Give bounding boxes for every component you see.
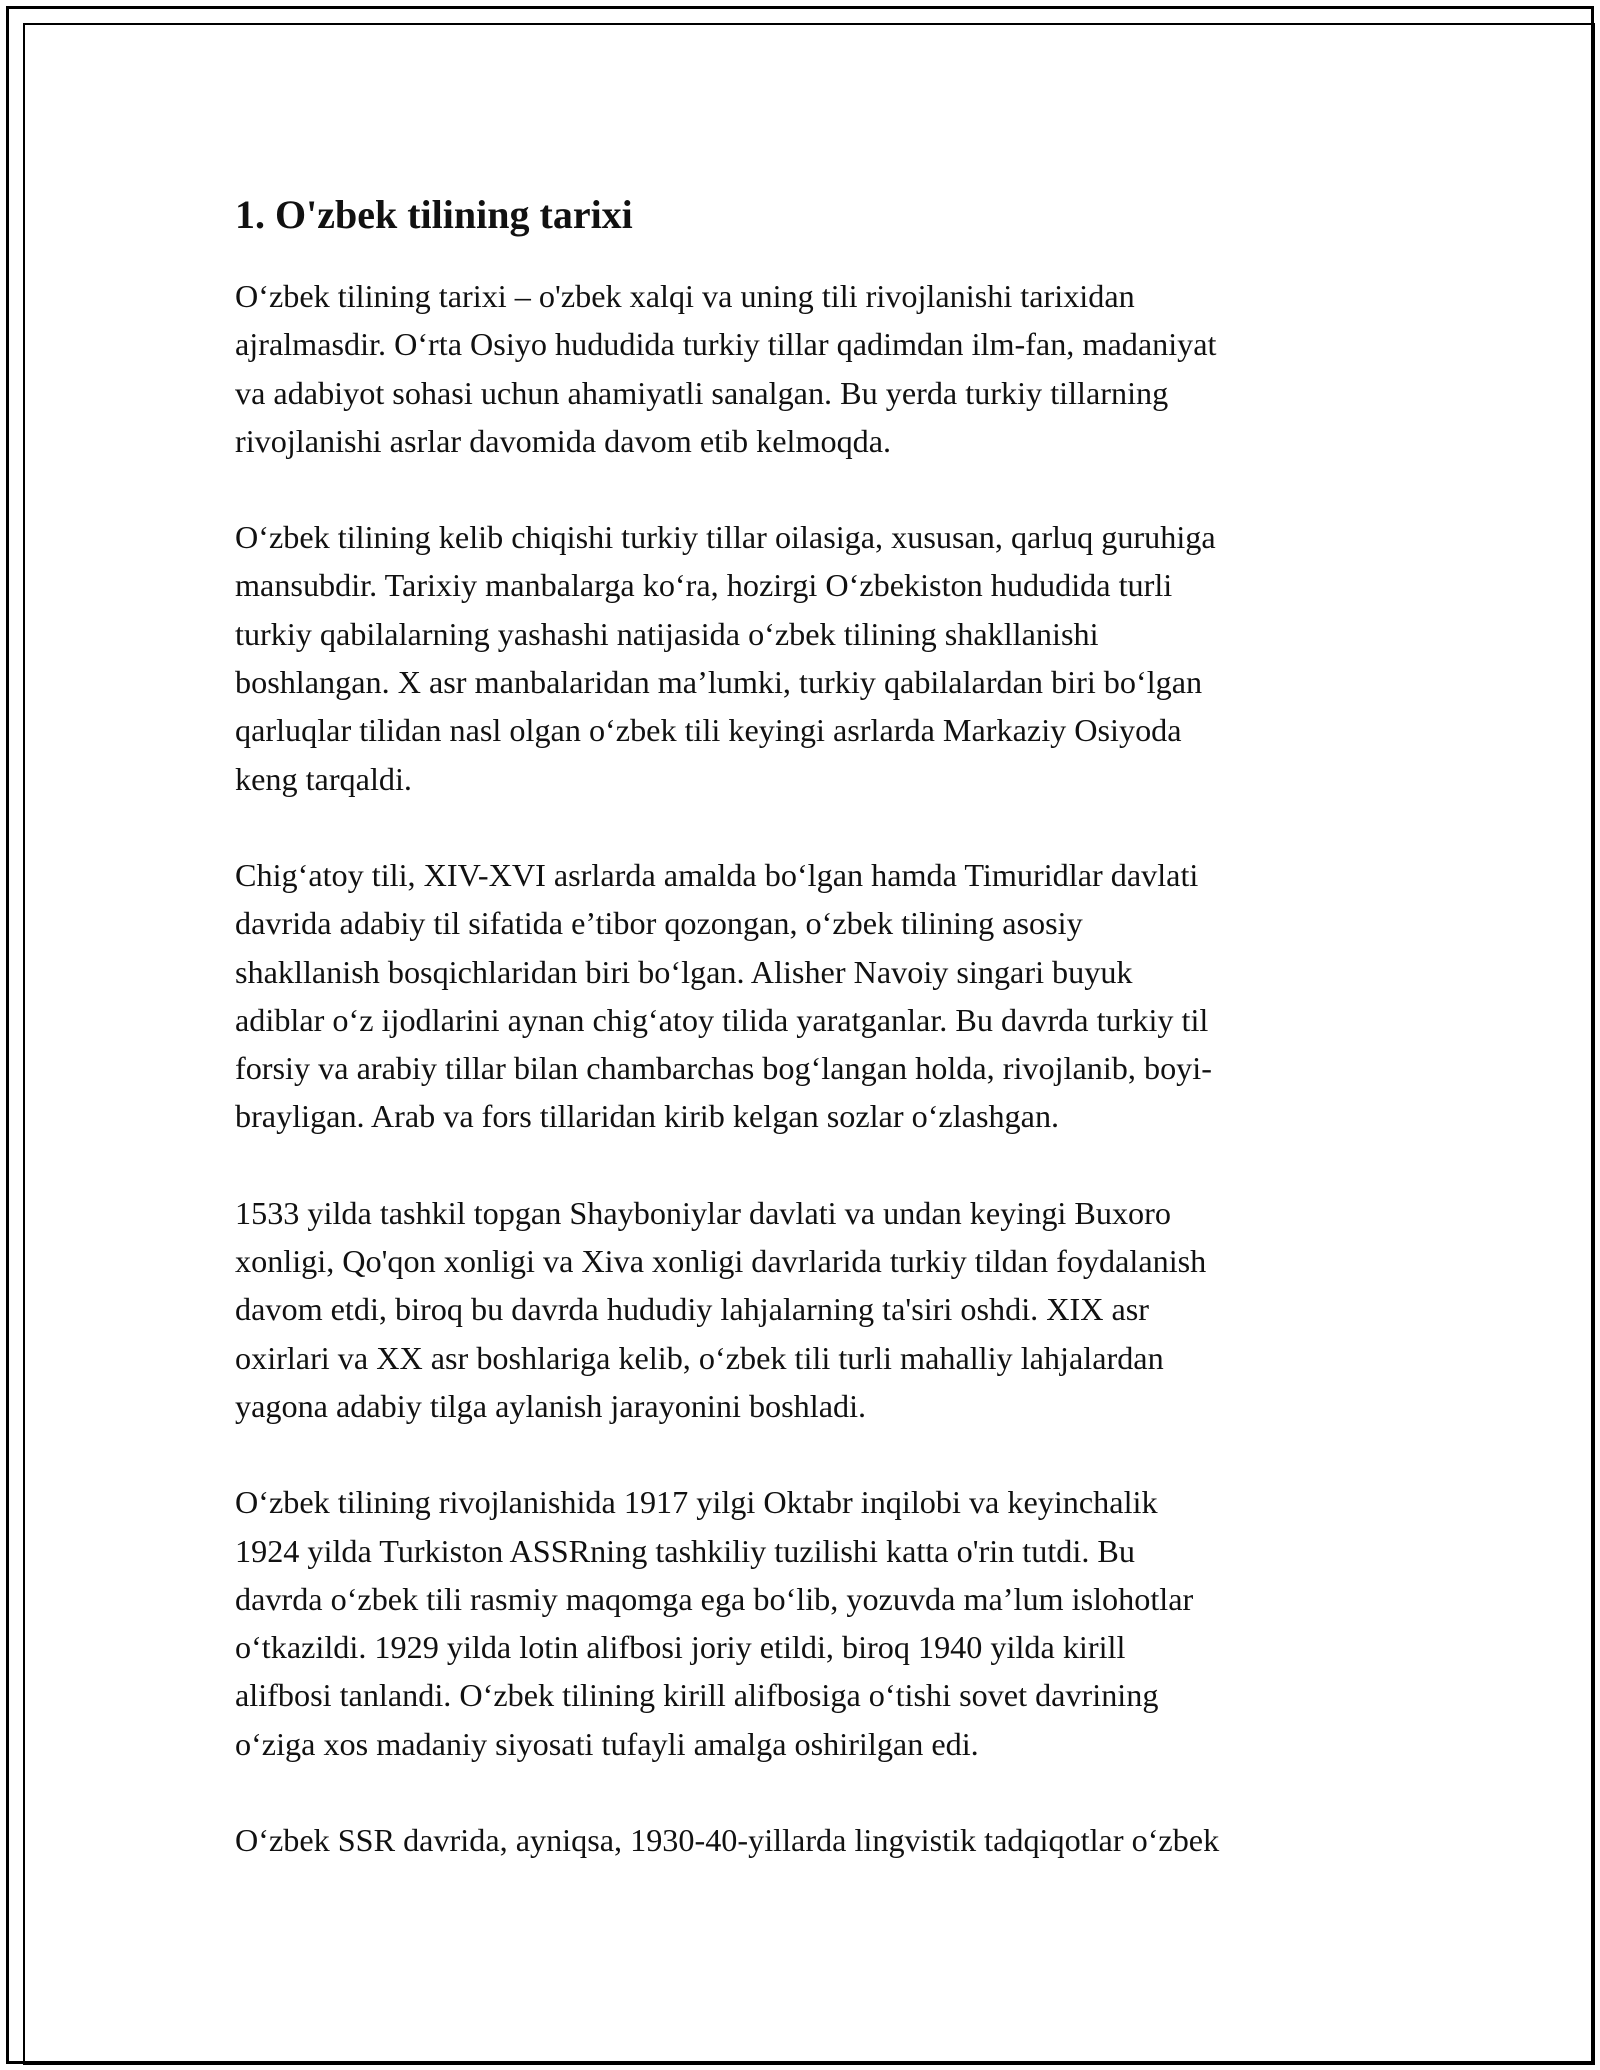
paragraph-line: xonligi, Qo'qon xonligi va Xiva xonligi davrlarida turkiy tildan foydalanish xyxy=(235,1243,1207,1280)
paragraph-line: brayligan. Arab va fors tillaridan kirib kelgan sozlar o‘zlashgan. xyxy=(235,1098,1060,1135)
paragraph-line: rivojlanishi asrlar davomida davom etib kelmoqda. xyxy=(235,422,892,459)
paragraph-line: keng tarqaldi. xyxy=(235,760,412,797)
paragraph xyxy=(235,513,1370,803)
document-body xyxy=(235,188,1370,1912)
paragraph-line: O‘zbek tilining kelib chiqishi turkiy tillar oilasiga, xususan, qarluq guruhiga xyxy=(235,519,1216,556)
paragraph-line: O‘zbek tilining tarixi – o'zbek xalqi va uning tili rivojlanishi tarixidan xyxy=(235,278,1135,314)
paragraph xyxy=(235,1189,1370,1430)
paragraph-list xyxy=(235,272,1370,1864)
paragraph-line: davrda o‘zbek tili rasmiy maqomga ega bo‘lib, yozuvda ma’lum islohotlar xyxy=(235,1580,1194,1617)
paragraph-line: 1924 yilda Turkiston ASSRning tashkiliy tuzilishi katta o'rin tutdi. Bu xyxy=(235,1532,1135,1569)
paragraph-line: qarluqlar tilidan nasl olgan o‘zbek tili keyingi asrlarda Markaziy Osiyoda xyxy=(235,712,1182,749)
paragraph-line: 1533 yilda tashkil topgan Shayboniylar davlati va undan keyingi Buxoro xyxy=(235,1194,1171,1231)
paragraph-line: mansubdir. Tarixiy manbalarga ko‘ra, hozirgi O‘zbekiston hududida turli xyxy=(235,567,1173,604)
paragraph-line: oxirlari va XX asr boshlariga kelib, o‘zbek tili turli mahalliy lahjalardan xyxy=(235,1339,1164,1376)
paragraph-line: boshlangan. X asr manbalaridan ma’lumki, turkiy qabilalardan biri bo‘lgan xyxy=(235,664,1203,701)
paragraph xyxy=(235,851,1370,1141)
paragraph-line: o‘ziga xos madaniy siyosati tufayli amalga oshirilgan edi. xyxy=(235,1725,979,1762)
paragraph-line: Chig‘atoy tili, XIV-XVI asrlarda amalda bo‘lgan hamda Timuridlar davlati xyxy=(235,856,1199,893)
paragraph xyxy=(235,272,1370,465)
paragraph-line: o‘tkazildi. 1929 yilda lotin alifbosi joriy etildi, biroq 1940 yilda kirill xyxy=(235,1629,1126,1666)
paragraph xyxy=(235,1478,1370,1768)
paragraph-line: shakllanish bosqichlaridan biri bo‘lgan. Alisher Navoiy singari buyuk xyxy=(235,953,1133,990)
paragraph-line: ajralmasdir. O‘rta Osiyo hududida turkiy tillar qadimdan ilm-fan, madaniyat xyxy=(235,326,1217,363)
paragraph-line: davom etdi, biroq bu davrda hududiy lahjalarning ta'siri oshdi. XIX asr xyxy=(235,1291,1150,1328)
paragraph-line: O‘zbek tilining rivojlanishida 1917 yilgi Oktabr inqilobi va keyinchalik xyxy=(235,1484,1158,1521)
paragraph-line: forsiy va arabiy tillar bilan chambarchas bog‘langan holda, rivojlanib, boyi- xyxy=(235,1050,1212,1087)
paragraph-line: turkiy qabilalarning yashashi natijasida o‘zbek tilining shakllanishi xyxy=(235,615,1099,652)
page-title: 1. O'zbek tilining tarixi xyxy=(235,192,633,237)
paragraph-line: yagona adabiy tilga aylanish jarayonini boshladi. xyxy=(235,1387,867,1424)
paragraph-line: va adabiyot sohasi uchun ahamiyatli sanalgan. Bu yerda turkiy tillarning xyxy=(235,374,1169,411)
paragraph-line: davrida adabiy til sifatida e’tibor qozongan, o‘zbek tilining asosiy xyxy=(235,905,1083,942)
paragraph-line: O‘zbek SSR davrida, ayniqsa, 1930-40-yillarda lingvistik tadqiqotlar o‘zbek xyxy=(235,1822,1220,1859)
paragraph-line: adiblar o‘z ijodlarini aynan chig‘atoy tilida yaratganlar. Bu davrda turkiy til xyxy=(235,1001,1209,1038)
paragraph xyxy=(235,1816,1370,1864)
paragraph-line: alifbosi tanlandi. O‘zbek tilining kirill alifbosiga o‘tishi sovet davrining xyxy=(235,1677,1159,1714)
